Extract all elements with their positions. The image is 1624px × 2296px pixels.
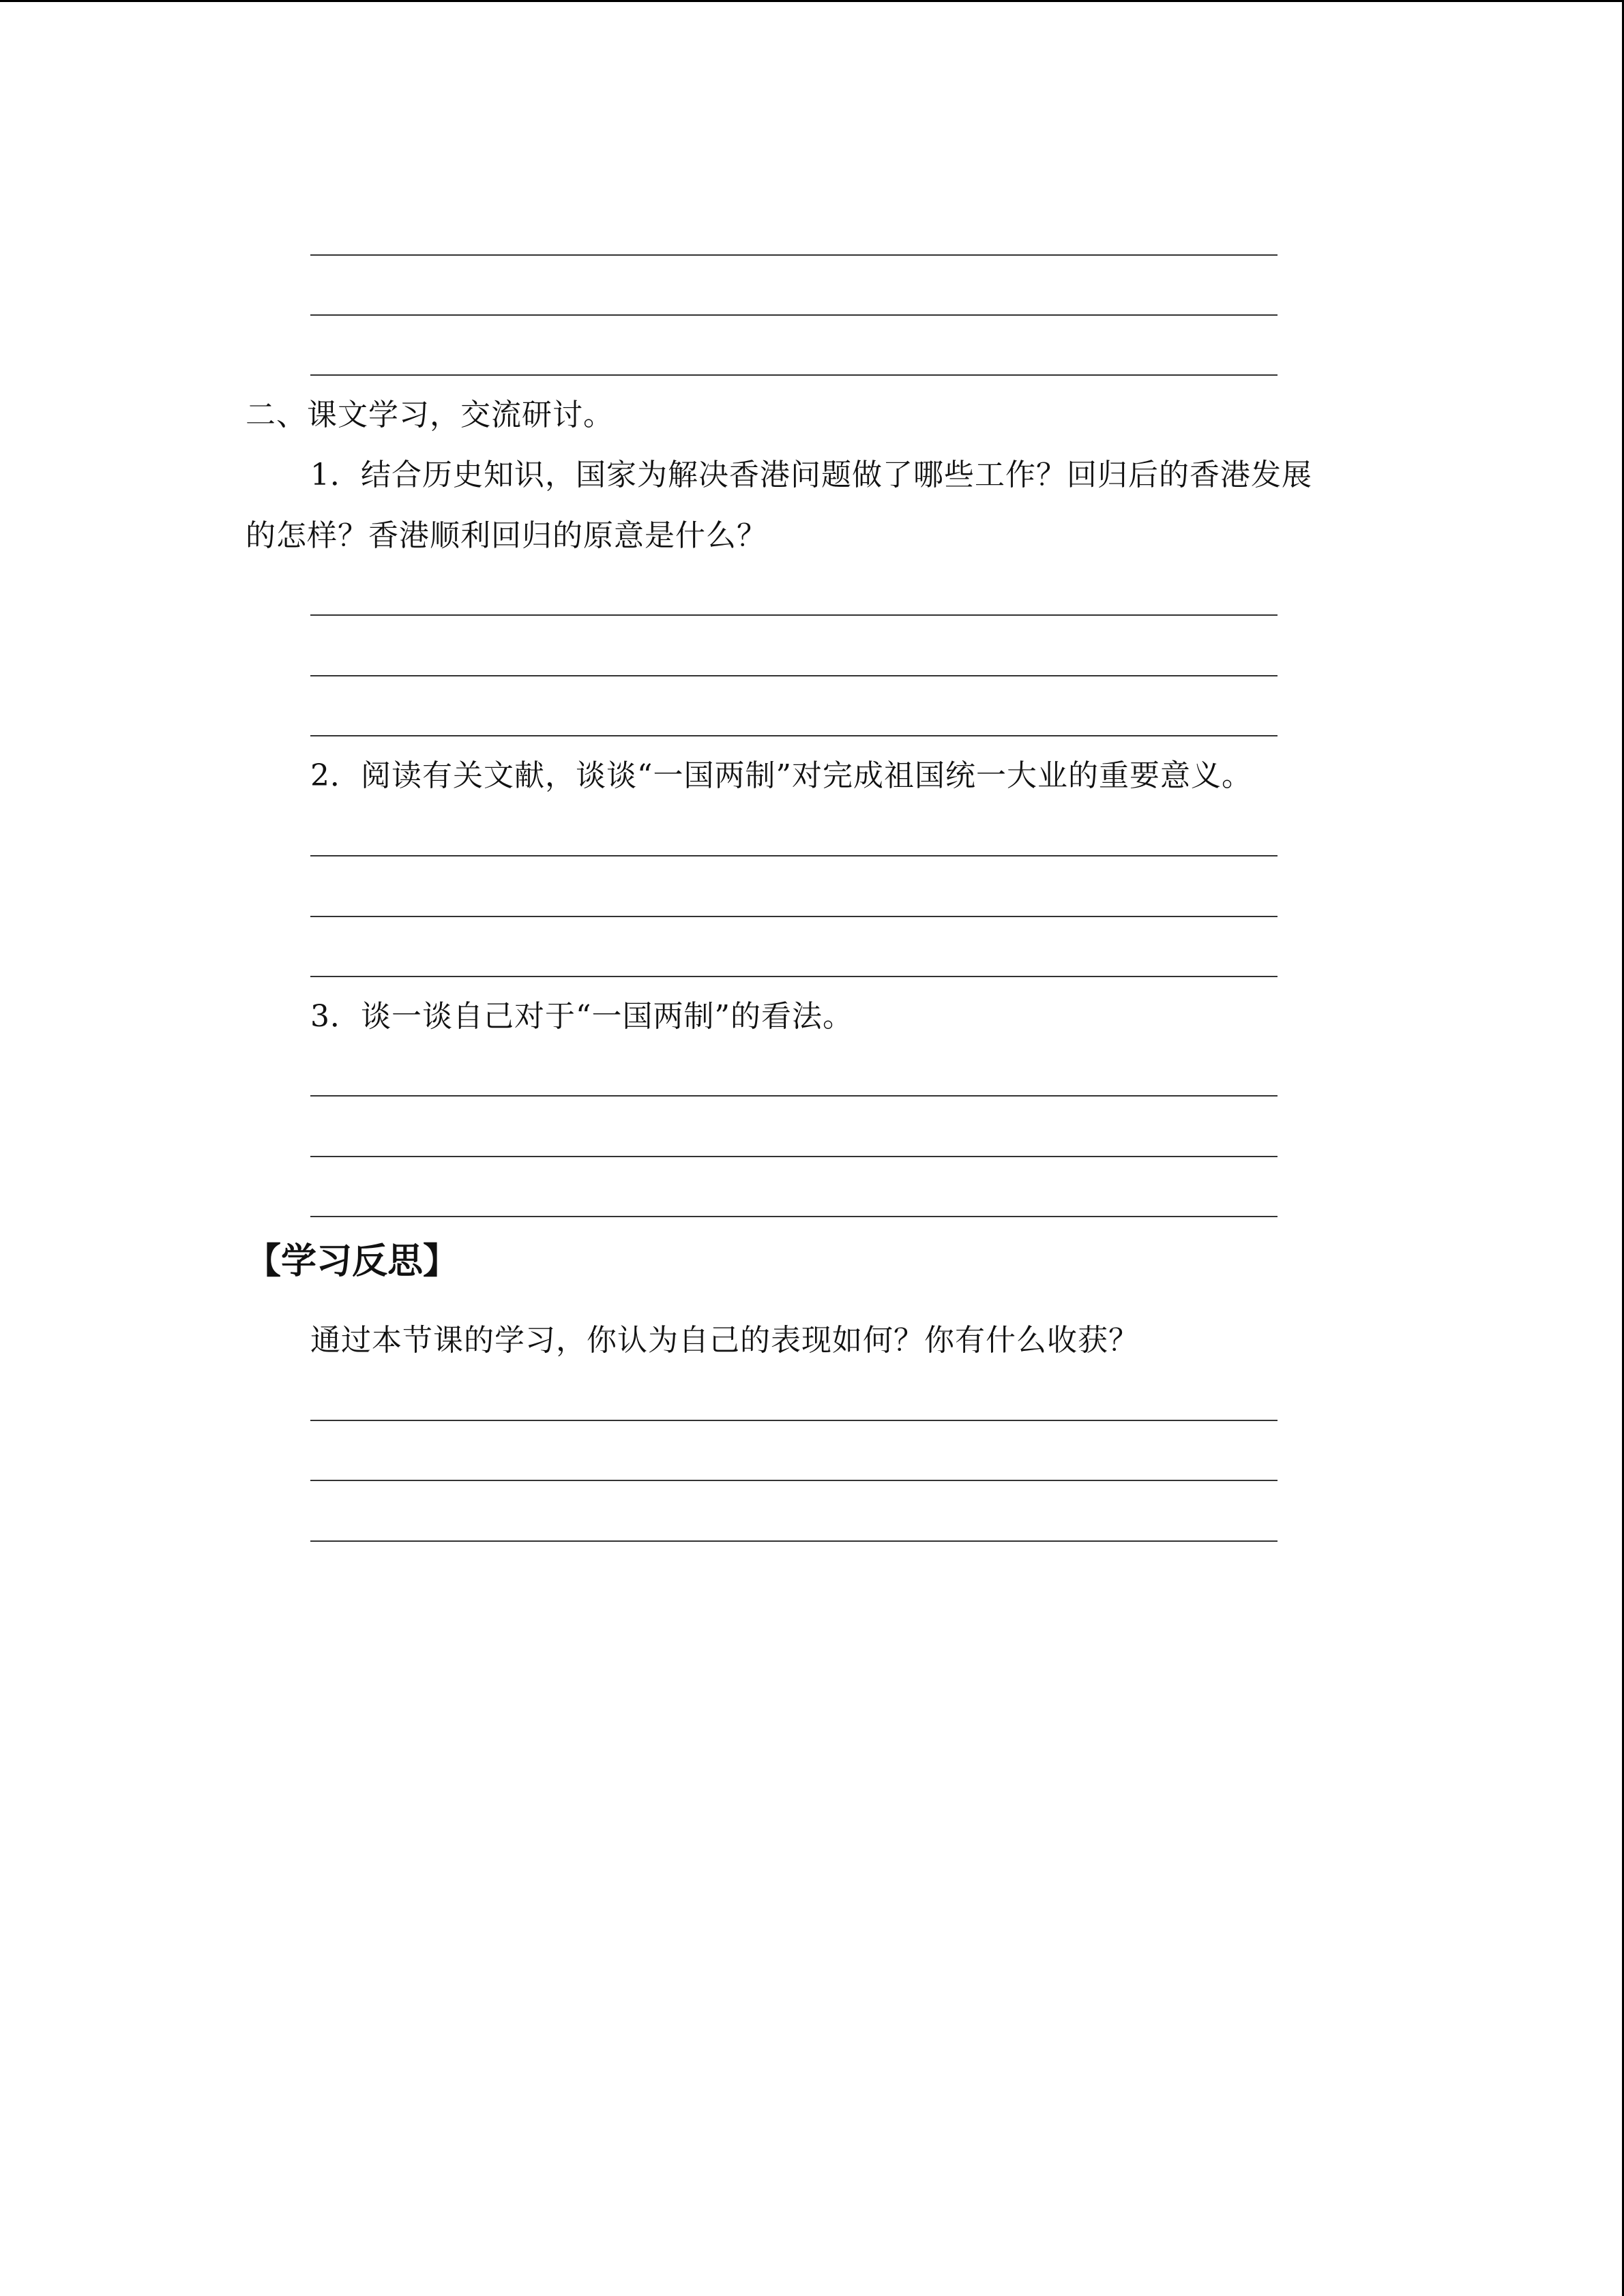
answer-line[interactable] <box>310 1095 1278 1097</box>
answer-line[interactable] <box>310 916 1278 917</box>
answer-line[interactable] <box>310 314 1278 316</box>
answer-line[interactable] <box>310 1156 1278 1157</box>
answer-line[interactable] <box>310 735 1278 736</box>
answer-line[interactable] <box>310 374 1278 376</box>
reflection-heading: 【学习反思】 <box>246 1241 459 1282</box>
answer-line[interactable] <box>310 1216 1278 1217</box>
answer-line[interactable] <box>310 1540 1278 1542</box>
reflection-prompt: 通过本节课的学习，你认为自己的表现如何？你有什么收获？ <box>310 1323 1139 1358</box>
question-1-line-1: 1．结合历史知识，国家为解决香港问题做了哪些工作？回归后的香港发展 <box>310 458 1312 492</box>
question-1-line-2: 的怎样？香港顺利回归的原意是什么？ <box>246 518 767 553</box>
answer-line[interactable] <box>310 855 1278 856</box>
answer-line[interactable] <box>310 254 1278 256</box>
question-3: 3．谈一谈自己对于“一国两制”的看法。 <box>310 999 853 1034</box>
answer-line[interactable] <box>310 675 1278 676</box>
answer-line[interactable] <box>310 1480 1278 1481</box>
section-title: 二、课文学习，交流研讨。 <box>246 398 614 432</box>
question-2: 2．阅读有关文献，谈谈“一国两制”对完成祖国统一大业的重要意义。 <box>310 758 1252 793</box>
page-border-top <box>0 0 1624 2</box>
answer-line[interactable] <box>310 976 1278 977</box>
answer-line[interactable] <box>310 614 1278 616</box>
answer-line[interactable] <box>310 1420 1278 1421</box>
